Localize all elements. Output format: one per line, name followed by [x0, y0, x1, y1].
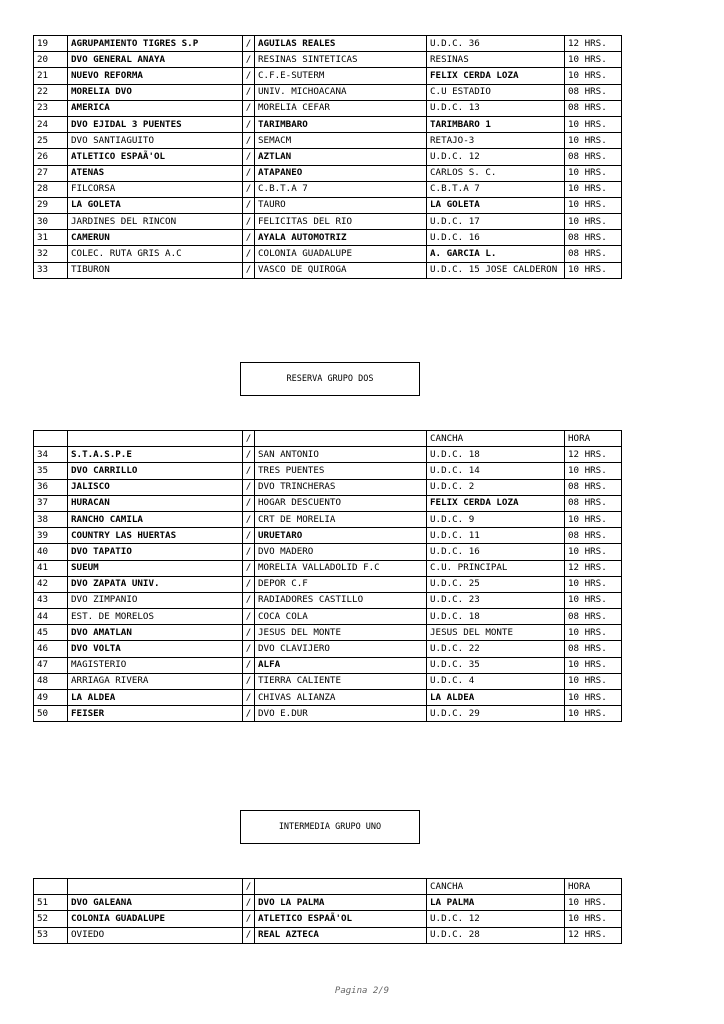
match-table-2 — [33, 430, 622, 722]
table-row — [34, 609, 622, 625]
match-table-2-body — [34, 447, 622, 722]
match-time: 10 HRS. — [565, 116, 622, 132]
match-number: 24 — [34, 116, 68, 132]
versus-separator: / — [243, 133, 255, 149]
away-team: DEPOR C.F — [255, 576, 427, 592]
match-number: 34 — [34, 447, 68, 463]
match-number: 47 — [34, 657, 68, 673]
field-name: U.D.C. 22 — [427, 641, 565, 657]
match-number: 28 — [34, 181, 68, 197]
field-name: LA ALDEA — [427, 690, 565, 706]
home-team: ATLETICO ESPAÃ'OL — [68, 149, 243, 165]
field-name: U.D.C. 29 — [427, 706, 565, 722]
away-team: C.B.T.A 7 — [255, 181, 427, 197]
match-time: 12 HRS. — [565, 560, 622, 576]
match-number: 20 — [34, 52, 68, 68]
table-row — [34, 133, 622, 149]
table-row — [34, 116, 622, 132]
match-number: 46 — [34, 641, 68, 657]
versus-separator: / — [243, 52, 255, 68]
away-team: COCA COLA — [255, 609, 427, 625]
match-time: 08 HRS. — [565, 495, 622, 511]
page-footer — [0, 986, 724, 996]
home-team: EST. DE MORELOS — [68, 609, 243, 625]
away-team: SAN ANTONIO — [255, 447, 427, 463]
home-team: LA ALDEA — [68, 690, 243, 706]
home-team: JALISCO — [68, 479, 243, 495]
field-name: CARLOS S. C. — [427, 165, 565, 181]
section-title-text: RESERVA GRUPO DOS — [286, 374, 374, 384]
match-time: 10 HRS. — [565, 657, 622, 673]
match-time: 08 HRS. — [565, 246, 622, 262]
header-time: HORA — [565, 879, 622, 895]
table-row — [34, 895, 622, 911]
match-time: 10 HRS. — [565, 52, 622, 68]
away-team: ALFA — [255, 657, 427, 673]
versus-separator: / — [243, 927, 255, 943]
field-name: U.D.C. 23 — [427, 592, 565, 608]
field-name: U.D.C. 11 — [427, 528, 565, 544]
field-name: JESUS DEL MONTE — [427, 625, 565, 641]
header-field: CANCHA — [427, 431, 565, 447]
away-team: CHIVAS ALIANZA — [255, 690, 427, 706]
home-team: COLEC. RUTA GRIS A.C — [68, 246, 243, 262]
field-name: FELIX CERDA LOZA — [427, 495, 565, 511]
match-time: 12 HRS. — [565, 36, 622, 52]
versus-separator: / — [243, 895, 255, 911]
match-number: 30 — [34, 214, 68, 230]
table-row — [34, 149, 622, 165]
home-team: COUNTRY LAS HUERTAS — [68, 528, 243, 544]
versus-separator: / — [243, 544, 255, 560]
home-team: ATENAS — [68, 165, 243, 181]
header-num — [34, 431, 68, 447]
match-number: 38 — [34, 511, 68, 527]
match-time: 12 HRS. — [565, 927, 622, 943]
home-team: JARDINES DEL RINCON — [68, 214, 243, 230]
field-name: U.D.C. 18 — [427, 447, 565, 463]
home-team: OVIEDO — [68, 927, 243, 943]
home-team: MORELIA DVO — [68, 84, 243, 100]
match-time: 10 HRS. — [565, 673, 622, 689]
match-number: 41 — [34, 560, 68, 576]
versus-separator: / — [243, 479, 255, 495]
home-team: TIBURON — [68, 262, 243, 278]
home-team: DVO TAPATIO — [68, 544, 243, 560]
field-name: C.U ESTADIO — [427, 84, 565, 100]
table-row — [34, 625, 622, 641]
field-name: U.D.C. 2 — [427, 479, 565, 495]
home-team: DVO EJIDAL 3 PUENTES — [68, 116, 243, 132]
away-team: URUETARO — [255, 528, 427, 544]
match-number: 32 — [34, 246, 68, 262]
versus-separator: / — [243, 149, 255, 165]
page-number: Pagina 2/9 — [334, 986, 390, 996]
table-row — [34, 706, 622, 722]
versus-separator: / — [243, 511, 255, 527]
versus-separator: / — [243, 706, 255, 722]
table-row — [34, 262, 622, 278]
versus-separator: / — [243, 84, 255, 100]
field-name: RESINAS — [427, 52, 565, 68]
away-team: C.F.E-SUTERM — [255, 68, 427, 84]
match-time: 10 HRS. — [565, 625, 622, 641]
versus-separator: / — [243, 197, 255, 213]
match-number: 53 — [34, 927, 68, 943]
section-title-intermedia-grupo-uno — [240, 810, 420, 844]
table-row — [34, 544, 622, 560]
match-number: 44 — [34, 609, 68, 625]
away-team: COLONIA GUADALUPE — [255, 246, 427, 262]
match-number: 31 — [34, 230, 68, 246]
table-header-row — [34, 431, 622, 447]
field-name: U.D.C. 17 — [427, 214, 565, 230]
match-time: 10 HRS. — [565, 592, 622, 608]
field-name: U.D.C. 12 — [427, 911, 565, 927]
field-name: U.D.C. 14 — [427, 463, 565, 479]
match-number: 39 — [34, 528, 68, 544]
table-row — [34, 181, 622, 197]
away-team: UNIV. MICHOACANA — [255, 84, 427, 100]
versus-separator: / — [243, 911, 255, 927]
table-row — [34, 479, 622, 495]
home-team: HURACAN — [68, 495, 243, 511]
away-team: AYALA AUTOMOTRIZ — [255, 230, 427, 246]
table-row — [34, 673, 622, 689]
match-number: 42 — [34, 576, 68, 592]
home-team: AMERICA — [68, 100, 243, 116]
home-team: FEISER — [68, 706, 243, 722]
header-separator: / — [243, 431, 255, 447]
table-row — [34, 68, 622, 84]
header-time: HORA — [565, 431, 622, 447]
table-row — [34, 197, 622, 213]
home-team: DVO CARRILLO — [68, 463, 243, 479]
versus-separator: / — [243, 560, 255, 576]
away-team: AZTLAN — [255, 149, 427, 165]
away-team: VASCO DE QUIROGA — [255, 262, 427, 278]
header-away — [255, 431, 427, 447]
match-time: 10 HRS. — [565, 133, 622, 149]
match-number: 27 — [34, 165, 68, 181]
away-team: HOGAR DESCUENTO — [255, 495, 427, 511]
match-number: 33 — [34, 262, 68, 278]
away-team: TIERRA CALIENTE — [255, 673, 427, 689]
match-time: 10 HRS. — [565, 576, 622, 592]
versus-separator: / — [243, 673, 255, 689]
match-time: 10 HRS. — [565, 197, 622, 213]
away-team: RESINAS SINTETICAS — [255, 52, 427, 68]
home-team: NUEVO REFORMA — [68, 68, 243, 84]
match-time: 10 HRS. — [565, 181, 622, 197]
versus-separator: / — [243, 576, 255, 592]
match-number: 45 — [34, 625, 68, 641]
match-number: 49 — [34, 690, 68, 706]
versus-separator: / — [243, 68, 255, 84]
home-team: DVO GALEANA — [68, 895, 243, 911]
match-number: 37 — [34, 495, 68, 511]
away-team: TARIMBARO — [255, 116, 427, 132]
field-name: RETAJO-3 — [427, 133, 565, 149]
versus-separator: / — [243, 447, 255, 463]
home-team: MAGISTERIO — [68, 657, 243, 673]
versus-separator: / — [243, 181, 255, 197]
header-num — [34, 879, 68, 895]
away-team: REAL AZTECA — [255, 927, 427, 943]
table-row — [34, 447, 622, 463]
match-time: 08 HRS. — [565, 479, 622, 495]
field-name: U.D.C. 15 JOSE CALDERON — [427, 262, 565, 278]
versus-separator: / — [243, 246, 255, 262]
match-number: 23 — [34, 100, 68, 116]
away-team: RADIADORES CASTILLO — [255, 592, 427, 608]
away-team: MORELIA VALLADOLID F.C — [255, 560, 427, 576]
match-number: 52 — [34, 911, 68, 927]
field-name: U.D.C. 13 — [427, 100, 565, 116]
match-table-3 — [33, 878, 622, 944]
home-team: DVO ZIMPANIO — [68, 592, 243, 608]
versus-separator: / — [243, 262, 255, 278]
match-table-2-header — [34, 431, 622, 447]
header-away — [255, 879, 427, 895]
match-number: 26 — [34, 149, 68, 165]
versus-separator: / — [243, 592, 255, 608]
match-table-1 — [33, 35, 622, 279]
table-row — [34, 36, 622, 52]
table-row — [34, 911, 622, 927]
field-name: FELIX CERDA LOZA — [427, 68, 565, 84]
table-row — [34, 463, 622, 479]
match-time: 10 HRS. — [565, 511, 622, 527]
match-time: 10 HRS. — [565, 911, 622, 927]
field-name: U.D.C. 12 — [427, 149, 565, 165]
match-table-3-header — [34, 879, 622, 895]
match-number: 48 — [34, 673, 68, 689]
match-time: 08 HRS. — [565, 230, 622, 246]
match-number: 40 — [34, 544, 68, 560]
home-team: DVO VOLTA — [68, 641, 243, 657]
versus-separator: / — [243, 528, 255, 544]
match-number: 36 — [34, 479, 68, 495]
match-table-1-body — [34, 36, 622, 279]
match-time: 10 HRS. — [565, 165, 622, 181]
away-team: MORELIA CEFAR — [255, 100, 427, 116]
table-row — [34, 214, 622, 230]
match-time: 12 HRS. — [565, 447, 622, 463]
field-name: U.D.C. 16 — [427, 230, 565, 246]
field-name: A. GARCIA L. — [427, 246, 565, 262]
header-home — [68, 879, 243, 895]
match-number: 29 — [34, 197, 68, 213]
away-team: DVO LA PALMA — [255, 895, 427, 911]
versus-separator: / — [243, 36, 255, 52]
field-name: U.D.C. 9 — [427, 511, 565, 527]
table-row — [34, 528, 622, 544]
match-time: 10 HRS. — [565, 463, 622, 479]
home-team: DVO AMATLAN — [68, 625, 243, 641]
match-time: 08 HRS. — [565, 100, 622, 116]
match-number: 51 — [34, 895, 68, 911]
table-row — [34, 246, 622, 262]
versus-separator: / — [243, 625, 255, 641]
table-row — [34, 560, 622, 576]
versus-separator: / — [243, 641, 255, 657]
match-time: 10 HRS. — [565, 706, 622, 722]
field-name: U.D.C. 35 — [427, 657, 565, 673]
table-row — [34, 511, 622, 527]
table-row — [34, 495, 622, 511]
field-name: U.D.C. 36 — [427, 36, 565, 52]
table-row — [34, 592, 622, 608]
versus-separator: / — [243, 116, 255, 132]
table-row — [34, 690, 622, 706]
match-time: 10 HRS. — [565, 68, 622, 84]
versus-separator: / — [243, 463, 255, 479]
table-row — [34, 641, 622, 657]
table-row — [34, 52, 622, 68]
versus-separator: / — [243, 657, 255, 673]
match-number: 21 — [34, 68, 68, 84]
match-time: 08 HRS. — [565, 84, 622, 100]
match-number: 35 — [34, 463, 68, 479]
home-team: DVO GENERAL ANAYA — [68, 52, 243, 68]
section-title-reserva-grupo-dos — [240, 362, 420, 396]
header-home — [68, 431, 243, 447]
home-team: FILCORSA — [68, 181, 243, 197]
away-team: TRES PUENTES — [255, 463, 427, 479]
away-team: CRT DE MORELIA — [255, 511, 427, 527]
match-time: 10 HRS. — [565, 544, 622, 560]
versus-separator: / — [243, 609, 255, 625]
home-team: LA GOLETA — [68, 197, 243, 213]
match-time: 10 HRS. — [565, 895, 622, 911]
table-row — [34, 165, 622, 181]
field-name: U.D.C. 18 — [427, 609, 565, 625]
match-number: 22 — [34, 84, 68, 100]
header-field: CANCHA — [427, 879, 565, 895]
away-team: AGUILAS REALES — [255, 36, 427, 52]
table-header-row — [34, 879, 622, 895]
home-team: AGRUPAMIENTO TIGRES S.P — [68, 36, 243, 52]
home-team: ARRIAGA RIVERA — [68, 673, 243, 689]
away-team: DVO TRINCHERAS — [255, 479, 427, 495]
match-time: 10 HRS. — [565, 262, 622, 278]
home-team: DVO ZAPATA UNIV. — [68, 576, 243, 592]
versus-separator: / — [243, 214, 255, 230]
away-team: SEMACM — [255, 133, 427, 149]
away-team: ATAPANEO — [255, 165, 427, 181]
versus-separator: / — [243, 230, 255, 246]
away-team: DVO MADERO — [255, 544, 427, 560]
field-name: U.D.C. 4 — [427, 673, 565, 689]
home-team: CAMERUN — [68, 230, 243, 246]
field-name: TARIMBARO 1 — [427, 116, 565, 132]
versus-separator: / — [243, 100, 255, 116]
away-team: FELICITAS DEL RIO — [255, 214, 427, 230]
versus-separator: / — [243, 165, 255, 181]
field-name: C.U. PRINCIPAL — [427, 560, 565, 576]
table-row — [34, 927, 622, 943]
field-name: U.D.C. 28 — [427, 927, 565, 943]
match-table-3-body — [34, 895, 622, 944]
home-team: COLONIA GUADALUPE — [68, 911, 243, 927]
table-row — [34, 84, 622, 100]
field-name: U.D.C. 16 — [427, 544, 565, 560]
header-separator: / — [243, 879, 255, 895]
table-row — [34, 230, 622, 246]
match-time: 08 HRS. — [565, 149, 622, 165]
home-team: DVO SANTIAGUITO — [68, 133, 243, 149]
versus-separator: / — [243, 690, 255, 706]
section-title-text: INTERMEDIA GRUPO UNO — [278, 822, 382, 832]
match-time: 10 HRS. — [565, 214, 622, 230]
away-team: JESUS DEL MONTE — [255, 625, 427, 641]
field-name: U.D.C. 25 — [427, 576, 565, 592]
field-name: C.B.T.A 7 — [427, 181, 565, 197]
match-number: 25 — [34, 133, 68, 149]
home-team: SUEUM — [68, 560, 243, 576]
away-team: TAURO — [255, 197, 427, 213]
field-name: LA GOLETA — [427, 197, 565, 213]
home-team: RANCHO CAMILA — [68, 511, 243, 527]
table-row — [34, 657, 622, 673]
match-number: 43 — [34, 592, 68, 608]
field-name: LA PALMA — [427, 895, 565, 911]
table-row — [34, 576, 622, 592]
match-time: 08 HRS. — [565, 528, 622, 544]
match-number: 50 — [34, 706, 68, 722]
match-time: 08 HRS. — [565, 609, 622, 625]
home-team: S.T.A.S.P.E — [68, 447, 243, 463]
versus-separator: / — [243, 495, 255, 511]
away-team: ATLETICO ESPAÃ'OL — [255, 911, 427, 927]
away-team: DVO CLAVIJERO — [255, 641, 427, 657]
match-time: 10 HRS. — [565, 690, 622, 706]
match-number: 19 — [34, 36, 68, 52]
away-team: DVO E.DUR — [255, 706, 427, 722]
match-time: 08 HRS. — [565, 641, 622, 657]
table-row — [34, 100, 622, 116]
